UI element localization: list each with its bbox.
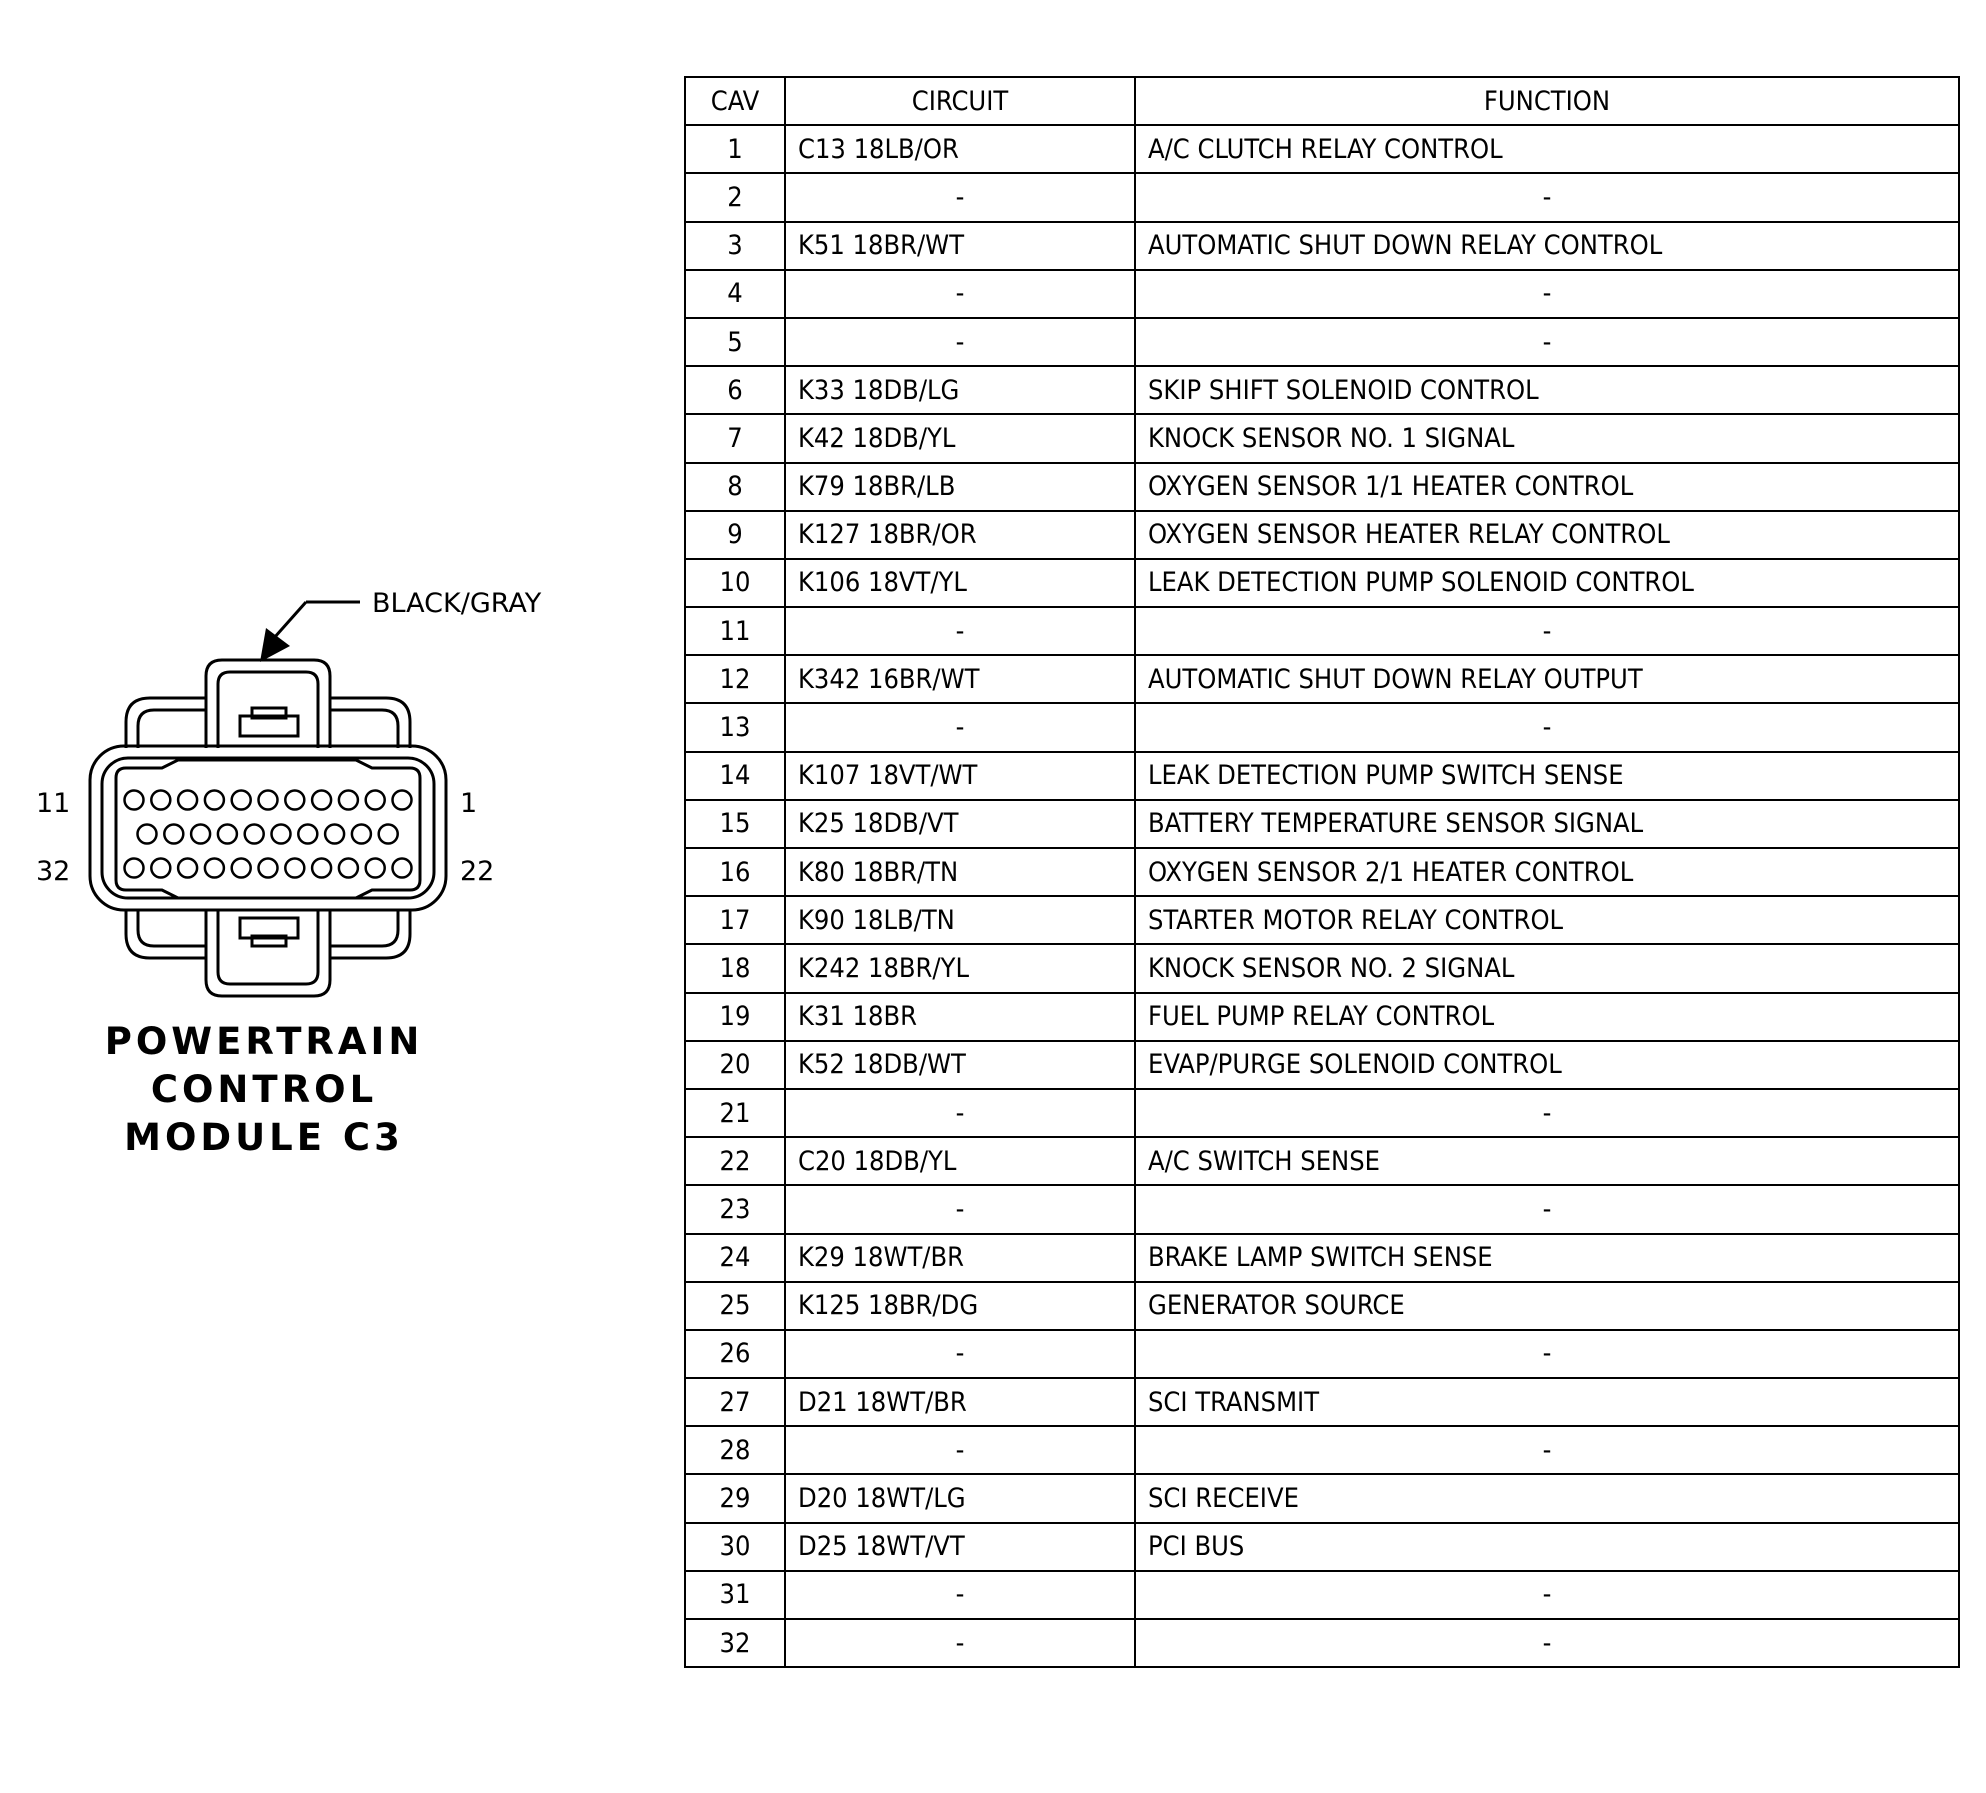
pin-hole bbox=[379, 825, 398, 844]
connector-pins bbox=[125, 791, 412, 878]
table-row bbox=[685, 559, 1959, 607]
pin-hole bbox=[232, 791, 251, 810]
cell-circuit: K80 18BR/TN bbox=[785, 848, 1135, 896]
cell-cav: 7 bbox=[685, 414, 785, 462]
cell-circuit: K42 18DB/YL bbox=[785, 414, 1135, 462]
cell-cav: 2 bbox=[685, 173, 785, 221]
table-row bbox=[685, 752, 1959, 800]
cell-circuit: - bbox=[785, 270, 1135, 318]
cell-circuit: - bbox=[785, 703, 1135, 751]
cell-function: PCI BUS bbox=[1135, 1523, 1959, 1571]
cell-circuit: - bbox=[785, 173, 1135, 221]
cell-circuit: K242 18BR/YL bbox=[785, 944, 1135, 992]
table-row bbox=[685, 1185, 1959, 1233]
cell-function: - bbox=[1135, 607, 1959, 655]
cell-cav: 19 bbox=[685, 993, 785, 1041]
pin-hole bbox=[366, 859, 385, 878]
wire-color-label: BLACK/GRAY bbox=[372, 588, 542, 619]
cell-circuit: C13 18LB/OR bbox=[785, 125, 1135, 173]
cell-function: - bbox=[1135, 1619, 1959, 1667]
cell-cav: 23 bbox=[685, 1185, 785, 1233]
cell-cav: 21 bbox=[685, 1089, 785, 1137]
table-row bbox=[685, 1426, 1959, 1474]
pin-hole bbox=[151, 859, 170, 878]
cell-circuit: K52 18DB/WT bbox=[785, 1041, 1135, 1089]
pin-hole bbox=[205, 791, 224, 810]
connector-title-line-3: MODULE C3 bbox=[124, 1116, 404, 1159]
cell-circuit: C20 18DB/YL bbox=[785, 1137, 1135, 1185]
pin-hole bbox=[259, 791, 278, 810]
cell-function: - bbox=[1135, 1089, 1959, 1137]
cell-circuit: - bbox=[785, 1330, 1135, 1378]
cell-circuit: - bbox=[785, 1426, 1135, 1474]
pin-hole bbox=[285, 791, 304, 810]
pin-hole bbox=[393, 859, 412, 878]
cell-function: OXYGEN SENSOR HEATER RELAY CONTROL bbox=[1135, 511, 1959, 559]
cell-circuit: K25 18DB/VT bbox=[785, 800, 1135, 848]
cell-function: - bbox=[1135, 270, 1959, 318]
cell-function: - bbox=[1135, 173, 1959, 221]
table-row bbox=[685, 366, 1959, 414]
table-row bbox=[685, 1234, 1959, 1282]
header-function: FUNCTION bbox=[1135, 77, 1959, 125]
cell-cav: 22 bbox=[685, 1137, 785, 1185]
table-row bbox=[685, 1282, 1959, 1330]
table-row bbox=[685, 318, 1959, 366]
cell-circuit: D20 18WT/LG bbox=[785, 1474, 1135, 1522]
connector-diagram bbox=[0, 0, 680, 1250]
pin-hole bbox=[298, 825, 317, 844]
table-row bbox=[685, 414, 1959, 462]
table-row bbox=[685, 944, 1959, 992]
cell-circuit: K51 18BR/WT bbox=[785, 222, 1135, 270]
cell-function: AUTOMATIC SHUT DOWN RELAY OUTPUT bbox=[1135, 655, 1959, 703]
cell-circuit: K90 18LB/TN bbox=[785, 896, 1135, 944]
pin-label-1: 1 bbox=[460, 788, 478, 819]
pin-hole bbox=[178, 791, 197, 810]
pin-hole bbox=[272, 825, 291, 844]
pin-label-32: 32 bbox=[36, 856, 71, 887]
table-row bbox=[685, 655, 1959, 703]
table-row bbox=[685, 511, 1959, 559]
pin-hole bbox=[205, 859, 224, 878]
pin-hole bbox=[259, 859, 278, 878]
cell-cav: 12 bbox=[685, 655, 785, 703]
table-row bbox=[685, 463, 1959, 511]
cell-circuit: - bbox=[785, 607, 1135, 655]
pin-hole bbox=[312, 859, 331, 878]
cell-function: - bbox=[1135, 703, 1959, 751]
cell-circuit: - bbox=[785, 1571, 1135, 1619]
table-row bbox=[685, 1571, 1959, 1619]
pin-hole bbox=[138, 825, 157, 844]
pin-hole bbox=[339, 859, 358, 878]
cell-circuit: - bbox=[785, 1185, 1135, 1233]
cell-cav: 28 bbox=[685, 1426, 785, 1474]
table-row bbox=[685, 607, 1959, 655]
cell-function: - bbox=[1135, 1185, 1959, 1233]
pinout-table-body bbox=[685, 125, 1959, 1667]
table-row bbox=[685, 1523, 1959, 1571]
pin-hole bbox=[164, 825, 183, 844]
cell-function: AUTOMATIC SHUT DOWN RELAY CONTROL bbox=[1135, 222, 1959, 270]
cell-function: OXYGEN SENSOR 1/1 HEATER CONTROL bbox=[1135, 463, 1959, 511]
cell-cav: 17 bbox=[685, 896, 785, 944]
cell-circuit: K107 18VT/WT bbox=[785, 752, 1135, 800]
pin-hole bbox=[125, 791, 144, 810]
cell-cav: 13 bbox=[685, 703, 785, 751]
cell-cav: 20 bbox=[685, 1041, 785, 1089]
pin-hole bbox=[325, 825, 344, 844]
cell-cav: 15 bbox=[685, 800, 785, 848]
pin-hole bbox=[191, 825, 210, 844]
cell-function: BATTERY TEMPERATURE SENSOR SIGNAL bbox=[1135, 800, 1959, 848]
table-row bbox=[685, 125, 1959, 173]
cell-circuit: K33 18DB/LG bbox=[785, 366, 1135, 414]
table-row bbox=[685, 993, 1959, 1041]
cell-cav: 11 bbox=[685, 607, 785, 655]
pin-label-22: 22 bbox=[460, 856, 495, 887]
pin-label-11: 11 bbox=[36, 788, 71, 819]
cell-cav: 10 bbox=[685, 559, 785, 607]
header-circuit: CIRCUIT bbox=[785, 77, 1135, 125]
pin-hole bbox=[178, 859, 197, 878]
cell-cav: 3 bbox=[685, 222, 785, 270]
table-row bbox=[685, 1474, 1959, 1522]
pin-hole bbox=[352, 825, 371, 844]
table-row bbox=[685, 222, 1959, 270]
table-row bbox=[685, 848, 1959, 896]
cell-function: SCI RECEIVE bbox=[1135, 1474, 1959, 1522]
cell-function: BRAKE LAMP SWITCH SENSE bbox=[1135, 1234, 1959, 1282]
cell-cav: 9 bbox=[685, 511, 785, 559]
table-row bbox=[685, 173, 1959, 221]
cell-function: LEAK DETECTION PUMP SWITCH SENSE bbox=[1135, 752, 1959, 800]
cell-circuit: - bbox=[785, 1619, 1135, 1667]
wire-color-leader-arrow bbox=[274, 602, 306, 638]
cell-cav: 27 bbox=[685, 1378, 785, 1426]
cell-function: - bbox=[1135, 1426, 1959, 1474]
cell-function: - bbox=[1135, 1330, 1959, 1378]
cell-cav: 18 bbox=[685, 944, 785, 992]
cell-function: A/C CLUTCH RELAY CONTROL bbox=[1135, 125, 1959, 173]
table-row bbox=[685, 1619, 1959, 1667]
cell-function: SCI TRANSMIT bbox=[1135, 1378, 1959, 1426]
cell-function: SKIP SHIFT SOLENOID CONTROL bbox=[1135, 366, 1959, 414]
pinout-table bbox=[684, 76, 1960, 1668]
cell-cav: 25 bbox=[685, 1282, 785, 1330]
pin-hole bbox=[151, 791, 170, 810]
cell-cav: 24 bbox=[685, 1234, 785, 1282]
cell-circuit: - bbox=[785, 318, 1135, 366]
header-cav: CAV bbox=[685, 77, 785, 125]
pin-hole bbox=[393, 791, 412, 810]
cell-cav: 4 bbox=[685, 270, 785, 318]
cell-circuit: - bbox=[785, 1089, 1135, 1137]
pin-hole bbox=[339, 791, 358, 810]
cell-function: - bbox=[1135, 1571, 1959, 1619]
table-row bbox=[685, 703, 1959, 751]
pin-hole bbox=[125, 859, 144, 878]
cell-circuit: D25 18WT/VT bbox=[785, 1523, 1135, 1571]
cell-function: A/C SWITCH SENSE bbox=[1135, 1137, 1959, 1185]
table-header-row bbox=[685, 77, 1959, 125]
cell-function: FUEL PUMP RELAY CONTROL bbox=[1135, 993, 1959, 1041]
pin-hole bbox=[285, 859, 304, 878]
cell-circuit: K29 18WT/BR bbox=[785, 1234, 1135, 1282]
cell-cav: 1 bbox=[685, 125, 785, 173]
cell-function: LEAK DETECTION PUMP SOLENOID CONTROL bbox=[1135, 559, 1959, 607]
table-row bbox=[685, 800, 1959, 848]
cell-circuit: K31 18BR bbox=[785, 993, 1135, 1041]
cell-cav: 5 bbox=[685, 318, 785, 366]
cell-function: KNOCK SENSOR NO. 1 SIGNAL bbox=[1135, 414, 1959, 462]
cell-function: STARTER MOTOR RELAY CONTROL bbox=[1135, 896, 1959, 944]
cell-cav: 26 bbox=[685, 1330, 785, 1378]
pin-hole bbox=[232, 859, 251, 878]
cell-function: KNOCK SENSOR NO. 2 SIGNAL bbox=[1135, 944, 1959, 992]
cell-cav: 6 bbox=[685, 366, 785, 414]
cell-circuit: K127 18BR/OR bbox=[785, 511, 1135, 559]
cell-cav: 16 bbox=[685, 848, 785, 896]
pin-hole bbox=[312, 791, 331, 810]
table-row bbox=[685, 896, 1959, 944]
table-row bbox=[685, 270, 1959, 318]
cell-function: GENERATOR SOURCE bbox=[1135, 1282, 1959, 1330]
connector-body bbox=[90, 660, 446, 996]
pin-hole bbox=[245, 825, 264, 844]
cell-circuit: K342 16BR/WT bbox=[785, 655, 1135, 703]
table-row bbox=[685, 1041, 1959, 1089]
table-row bbox=[685, 1089, 1959, 1137]
pin-hole bbox=[218, 825, 237, 844]
pin-hole bbox=[366, 791, 385, 810]
cell-cav: 29 bbox=[685, 1474, 785, 1522]
cell-cav: 31 bbox=[685, 1571, 785, 1619]
cell-circuit: K106 18VT/YL bbox=[785, 559, 1135, 607]
cell-circuit: K79 18BR/LB bbox=[785, 463, 1135, 511]
cell-function: OXYGEN SENSOR 2/1 HEATER CONTROL bbox=[1135, 848, 1959, 896]
connector-title-line-2: CONTROL bbox=[150, 1068, 378, 1111]
cell-function: - bbox=[1135, 318, 1959, 366]
connector-title-line-1: POWERTRAIN bbox=[104, 1020, 424, 1063]
table-row bbox=[685, 1330, 1959, 1378]
cell-cav: 8 bbox=[685, 463, 785, 511]
cell-cav: 30 bbox=[685, 1523, 785, 1571]
table-row bbox=[685, 1137, 1959, 1185]
cell-cav: 14 bbox=[685, 752, 785, 800]
arrowhead-icon bbox=[260, 628, 290, 662]
table-row bbox=[685, 1378, 1959, 1426]
cell-cav: 32 bbox=[685, 1619, 785, 1667]
cell-circuit: D21 18WT/BR bbox=[785, 1378, 1135, 1426]
cell-function: EVAP/PURGE SOLENOID CONTROL bbox=[1135, 1041, 1959, 1089]
cell-circuit: K125 18BR/DG bbox=[785, 1282, 1135, 1330]
